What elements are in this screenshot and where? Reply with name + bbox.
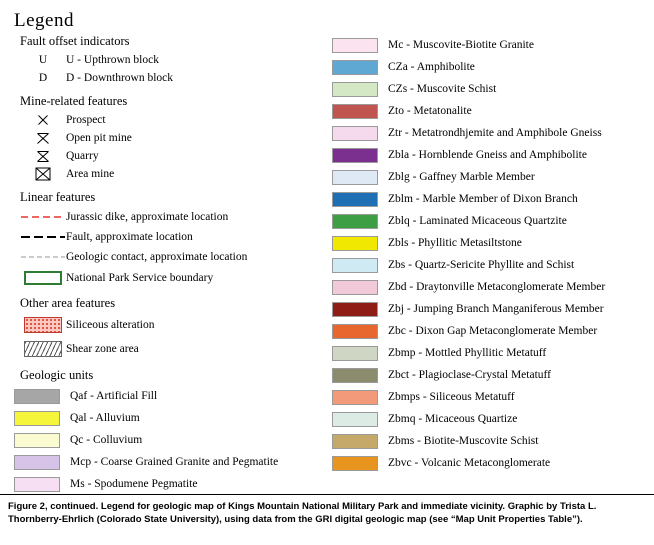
legend-item-unit	[14, 407, 344, 429]
unit-color-swatch	[332, 214, 378, 229]
legend-item-unit	[332, 166, 652, 188]
legend-item-siliceous-alteration	[20, 313, 344, 337]
legend-item-unit	[332, 122, 652, 144]
legend-item-unit	[332, 386, 652, 408]
unit-color-swatch	[332, 324, 378, 339]
legend-item-unit	[332, 144, 652, 166]
unit-label: Qal - Alluvium	[70, 412, 140, 424]
unit-label: Zbmp - Mottled Phyllitic Metatuff	[388, 347, 547, 359]
legend-item-label: Jurassic dike, approximate location	[66, 211, 229, 223]
legend-item-unit	[332, 188, 652, 210]
legend-item-label: Prospect	[66, 114, 106, 126]
legend-item-label: National Park Service boundary	[66, 272, 214, 284]
shear-zone-pattern-icon	[20, 341, 66, 357]
unit-color-swatch	[14, 389, 60, 404]
unit-color-swatch	[14, 477, 60, 492]
unit-label: Zbct - Plagioclase-Crystal Metatuff	[388, 369, 551, 381]
unit-label: Zblq - Laminated Micaceous Quartzite	[388, 215, 567, 227]
section-heading-mine-related: Mine-related features	[20, 94, 128, 108]
unit-color-swatch	[332, 82, 378, 97]
legend-item-label: D - Downthrown block	[66, 72, 173, 84]
unit-color-swatch	[332, 170, 378, 185]
unit-color-swatch	[332, 302, 378, 317]
unit-color-swatch	[332, 280, 378, 295]
unit-color-swatch	[332, 192, 378, 207]
legend-item-unit	[332, 430, 652, 452]
legend-item-area-mine	[20, 165, 344, 183]
caption-divider	[0, 494, 654, 495]
unit-label: Zbvc - Volcanic Metaconglomerate	[388, 457, 551, 469]
open-pit-mine-symbol-icon	[20, 132, 66, 145]
legend-item-unit	[332, 100, 652, 122]
unit-label: Zbs - Quartz-Sericite Phyllite and Schist	[388, 259, 575, 271]
legend-item-label: Fault, approximate location	[66, 231, 193, 243]
legend-item-unit	[332, 452, 652, 474]
legend-right-column	[332, 34, 652, 474]
unit-color-swatch	[332, 412, 378, 427]
area-mine-symbol-icon	[20, 167, 66, 181]
unit-label: Zbmps - Siliceous Metatuff	[388, 391, 515, 403]
legend-item-unit	[332, 254, 652, 276]
legend-item-label: Shear zone area	[66, 343, 139, 355]
section-heading-fault-offset: Fault offset indicators	[20, 34, 130, 48]
unit-color-swatch	[332, 38, 378, 53]
legend-item-upthrown-block	[20, 51, 344, 69]
unit-color-swatch	[14, 455, 60, 470]
legend-item-quarry	[20, 147, 344, 165]
downthrown-block-icon: D	[38, 72, 48, 84]
x-symbol-icon	[20, 114, 66, 126]
legend-item-unit	[14, 429, 344, 451]
jurassic-dike-line-icon	[20, 210, 66, 224]
legend-item-unit	[14, 451, 344, 473]
unit-label: CZa - Amphibolite	[388, 61, 475, 73]
legend-item-shear-zone	[20, 337, 344, 361]
section-heading-other-area-features: Other area features	[20, 296, 116, 310]
legend-item-fault	[20, 227, 344, 247]
legend-item-label: Open pit mine	[66, 132, 132, 144]
legend-item-label: Geologic contact, approximate location	[66, 251, 248, 263]
unit-label: Zbj - Jumping Branch Manganiferous Member	[388, 303, 604, 315]
legend-left-column	[14, 34, 344, 495]
unit-label: CZs - Muscovite Schist	[388, 83, 497, 95]
unit-label: Zbc - Dixon Gap Metaconglomerate Member	[388, 325, 598, 337]
legend-item-label: Siliceous alteration	[66, 319, 155, 331]
legend-item-nps-boundary	[20, 267, 344, 289]
unit-label: Qc - Colluvium	[70, 434, 143, 446]
figure-caption: Figure 2, continued. Legend for geologic map of Kings Mountain National Military Park and immediate vicinity. Graphic by Trista L. Thornberry-Ehrlich (Colorado State University), using data from the GRI digital geologic map (see “Map Unit Properties Table”).	[8, 501, 597, 525]
legend-item-unit	[14, 385, 344, 407]
legend-item-unit	[332, 78, 652, 100]
unit-color-swatch	[332, 456, 378, 471]
legend-item-downthrown-block	[20, 69, 344, 87]
fault-line-icon	[20, 230, 66, 244]
unit-label: Zblg - Gaffney Marble Member	[388, 171, 535, 183]
legend-item-unit	[332, 298, 652, 320]
section-heading-linear-features: Linear features	[20, 190, 96, 204]
unit-label: Ztr - Metatrondhjemite and Amphibole Gneiss	[388, 127, 602, 139]
unit-label: Zbmq - Micaceous Quartize	[388, 413, 518, 425]
unit-color-swatch	[332, 258, 378, 273]
legend-item-geologic-contact	[20, 247, 344, 267]
legend-item-unit	[332, 408, 652, 430]
legend-item-unit	[332, 276, 652, 298]
page-title: Legend	[14, 10, 74, 31]
unit-color-swatch	[332, 126, 378, 141]
unit-color-swatch	[332, 60, 378, 75]
legend-item-label: Quarry	[66, 150, 99, 162]
unit-label: Zbd - Draytonville Metaconglomerate Member	[388, 281, 606, 293]
unit-label: Zto - Metatonalite	[388, 105, 472, 117]
nps-boundary-box-icon	[20, 271, 66, 285]
legend-item-unit	[332, 342, 652, 364]
legend-item-unit	[332, 34, 652, 56]
unit-color-swatch	[332, 390, 378, 405]
unit-label: Ms - Spodumene Pegmatite	[70, 478, 198, 490]
unit-color-swatch	[332, 368, 378, 383]
legend-item-unit	[332, 210, 652, 232]
legend-item-unit	[14, 473, 344, 495]
quarry-symbol-icon	[20, 150, 66, 163]
unit-label: Zbms - Biotite-Muscovite Schist	[388, 435, 539, 447]
unit-color-swatch	[14, 411, 60, 426]
unit-label: Zbls - Phyllitic Metasiltstone	[388, 237, 522, 249]
unit-label: Qaf - Artificial Fill	[70, 390, 158, 402]
legend-item-unit	[332, 232, 652, 254]
legend-item-label: U - Upthrown block	[66, 54, 159, 66]
legend-item-unit	[332, 364, 652, 386]
unit-label: Zblm - Marble Member of Dixon Branch	[388, 193, 578, 205]
legend-item-unit	[332, 56, 652, 78]
legend-item-prospect	[20, 111, 344, 129]
legend-item-open-pit-mine	[20, 129, 344, 147]
unit-color-swatch	[332, 104, 378, 119]
unit-label: Mcp - Coarse Grained Granite and Pegmatite	[70, 456, 279, 468]
unit-color-swatch	[332, 346, 378, 361]
unit-color-swatch	[332, 236, 378, 251]
unit-color-swatch	[332, 434, 378, 449]
section-heading-geologic-units: Geologic units	[20, 368, 94, 382]
unit-color-swatch	[332, 148, 378, 163]
unit-label: Zbla - Hornblende Gneiss and Amphibolite	[388, 149, 587, 161]
legend-item-unit	[332, 320, 652, 342]
legend-item-jurassic-dike	[20, 207, 344, 227]
siliceous-alteration-pattern-icon	[20, 317, 66, 333]
unit-color-swatch	[14, 433, 60, 448]
unit-label: Mc - Muscovite-Biotite Granite	[388, 39, 534, 51]
geologic-contact-line-icon	[20, 250, 66, 264]
upthrown-block-icon: U	[38, 54, 48, 66]
legend-item-label: Area mine	[66, 168, 115, 180]
